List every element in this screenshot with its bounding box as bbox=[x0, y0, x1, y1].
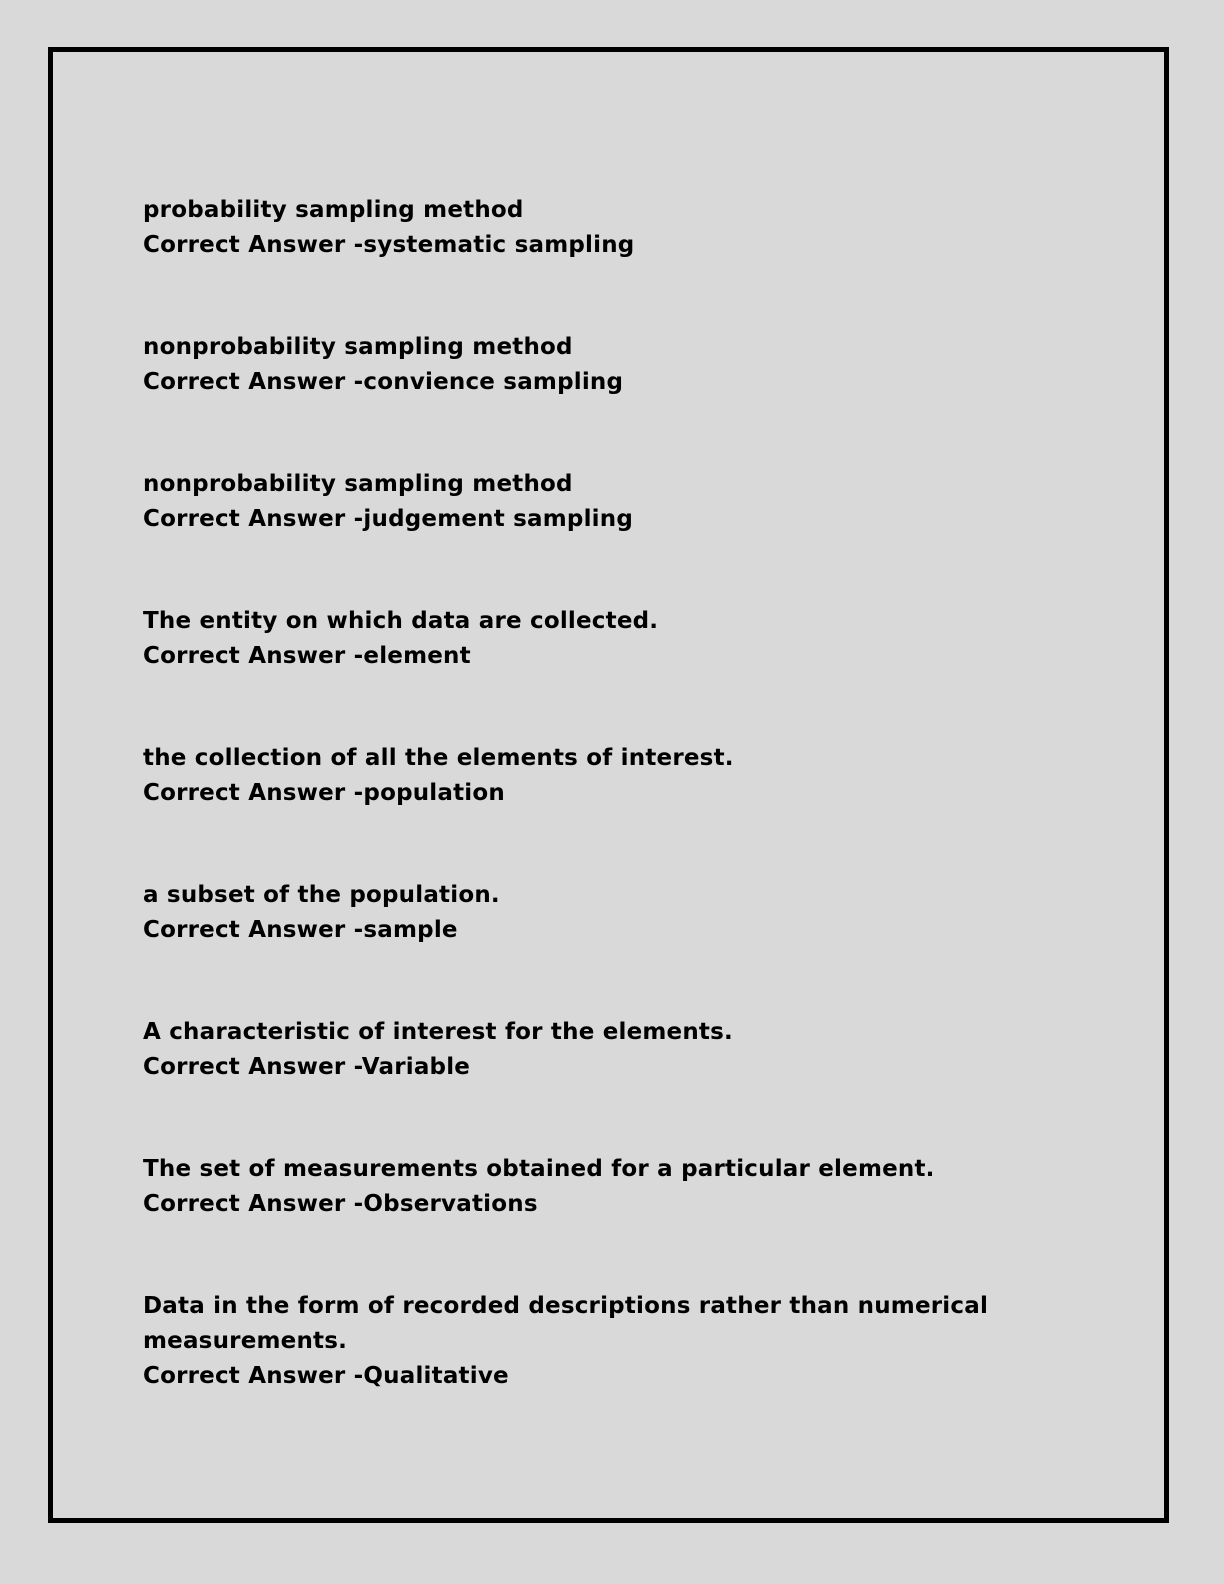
qa-item bbox=[143, 878, 1043, 1015]
question-text: nonprobability sampling method bbox=[143, 334, 573, 360]
qa-item bbox=[143, 604, 1043, 741]
answer-text: Correct Answer -Variable bbox=[143, 1054, 471, 1080]
question-text: the collection of all the elements of interest. bbox=[143, 745, 734, 771]
qa-item bbox=[143, 741, 1043, 878]
answer-text: Correct Answer -Qualitative bbox=[143, 1363, 509, 1389]
qa-item bbox=[143, 1289, 1043, 1461]
question-text: nonprobability sampling method bbox=[143, 471, 573, 497]
qa-item bbox=[143, 330, 1043, 467]
answer-text: Correct Answer -sample bbox=[143, 917, 458, 943]
answer-text: Correct Answer -systematic sampling bbox=[143, 232, 635, 258]
answer-text: Correct Answer -convience sampling bbox=[143, 369, 624, 395]
answer-text: Correct Answer -population bbox=[143, 780, 505, 806]
question-text: A characteristic of interest for the elements. bbox=[143, 1019, 733, 1045]
question-text: Data in the form of recorded descriptions rather than numerical measurements. bbox=[143, 1293, 989, 1354]
answer-text: Correct Answer -judgement sampling bbox=[143, 506, 633, 532]
qa-item bbox=[143, 1015, 1043, 1152]
question-text: probability sampling method bbox=[143, 197, 524, 223]
answer-text: Correct Answer -Observations bbox=[143, 1191, 538, 1217]
question-text: The entity on which data are collected. bbox=[143, 608, 659, 634]
question-text: a subset of the population. bbox=[143, 882, 500, 908]
answer-text: Correct Answer -element bbox=[143, 643, 471, 669]
qa-list bbox=[143, 193, 1043, 1461]
qa-item bbox=[143, 193, 1043, 330]
qa-item bbox=[143, 467, 1043, 604]
qa-item bbox=[143, 1152, 1043, 1289]
question-text: The set of measurements obtained for a particular element. bbox=[143, 1156, 935, 1182]
